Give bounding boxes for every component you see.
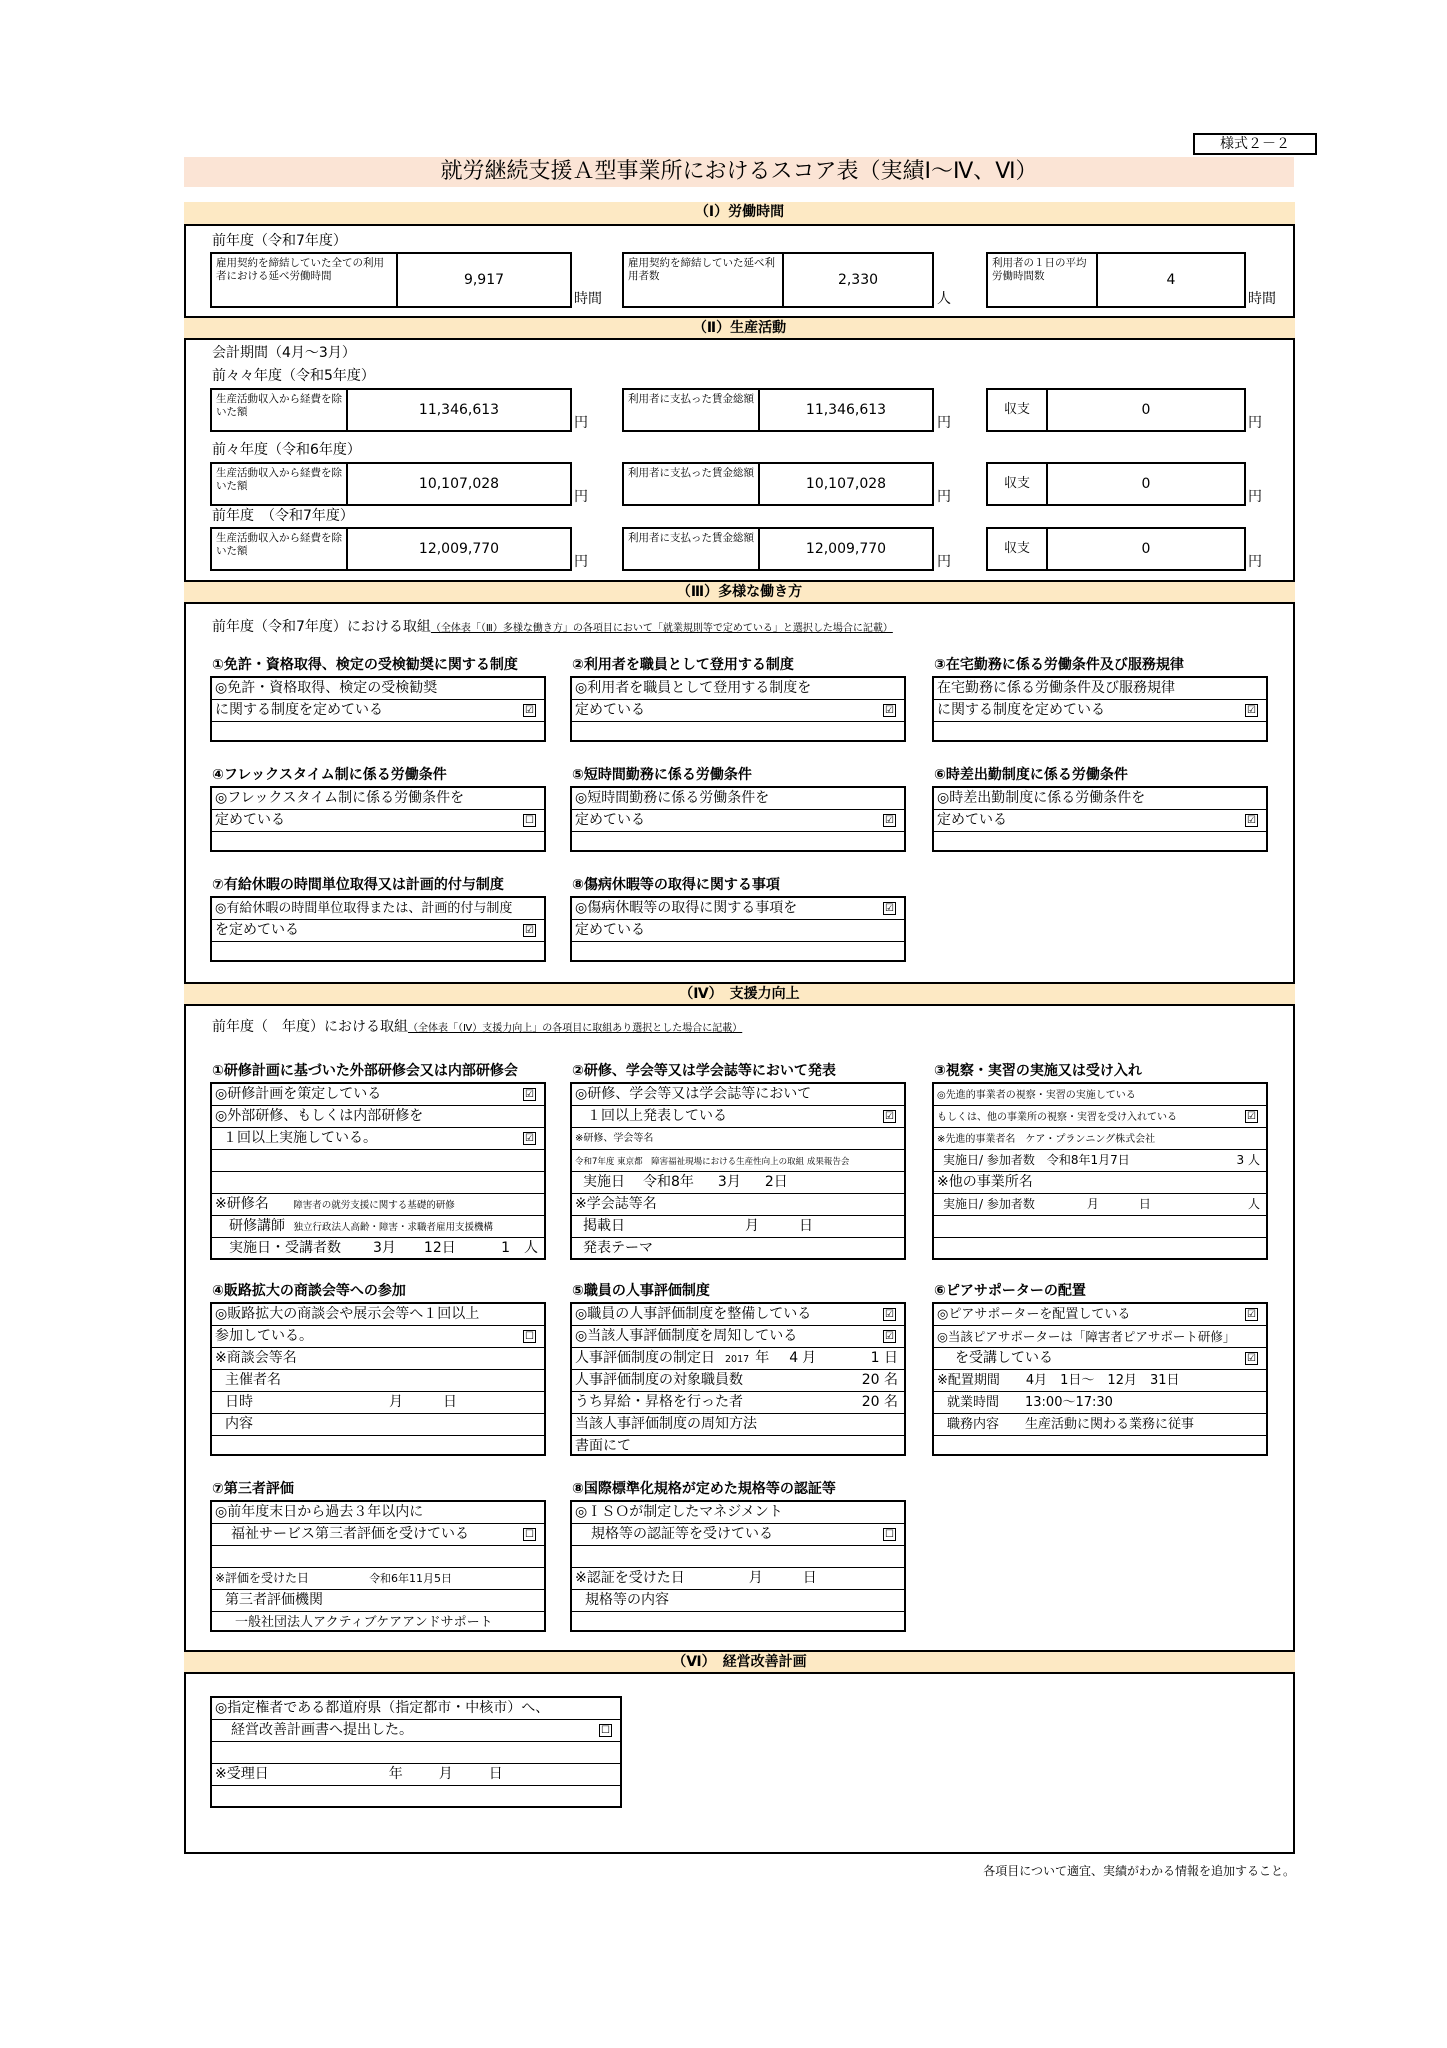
- s4-i3-r6-unit: 人: [1247, 1197, 1260, 1211]
- s4-i7-r3: ※評価を受けた日: [215, 1571, 310, 1585]
- s2-balance-value: 0: [1046, 464, 1244, 504]
- s4-i3-r3-row: [934, 1128, 1266, 1150]
- s2-income-box: [210, 388, 572, 432]
- s2-unit: 円: [1248, 415, 1262, 431]
- s4-i2-pub-row: [572, 1216, 904, 1238]
- s3-item-3-title: ③在宅勤務に係る労働条件及び服務規律: [934, 657, 1184, 673]
- blank-row: [212, 942, 544, 963]
- s4-lead: [212, 1018, 742, 1038]
- checkbox-icon[interactable]: ☑: [1245, 1352, 1258, 1365]
- s4-i3-r1: ◎先進的事業者の視察・実習の実施している: [937, 1090, 1136, 1101]
- s6-r3-row: [212, 1764, 620, 1786]
- s4-i3-r6d: 日: [1138, 1197, 1151, 1211]
- s6-r3d: 日: [488, 1766, 503, 1782]
- s4-i4-r5: 日時: [225, 1394, 253, 1410]
- s4-i2-r4-row: [572, 1150, 904, 1172]
- s2-balance-box: [986, 527, 1246, 571]
- s4-i1-name-label: ※研修名: [215, 1196, 269, 1212]
- s4-i3-r4n: 3: [1236, 1153, 1245, 1167]
- s4-i5-r4: 人事評価制度の対象職員数: [575, 1372, 743, 1388]
- s4-i3-r6: 実施日/ 参加者数: [943, 1197, 1035, 1211]
- s2-period: 会計期間（4月～3月）: [212, 345, 356, 361]
- s4-i4-r2-row: [212, 1326, 544, 1348]
- s2-income-value: 10,107,028: [346, 464, 570, 504]
- s4-i1-lecturer-row: [212, 1216, 544, 1238]
- s4-i1-date-label: 実施日・受講者数: [229, 1240, 341, 1256]
- s3-item-3-line1: 在宅勤務に係る労働条件及び服務規律: [934, 678, 1266, 700]
- s4-i2-date-era: 令和8年: [643, 1174, 694, 1190]
- s4-item-3-box: [932, 1082, 1268, 1260]
- checkbox-icon[interactable]: ☑: [883, 814, 896, 827]
- s2-income-label: 生産活動収入から経費を除いた額: [216, 532, 342, 557]
- s4-i2-date-row: [572, 1172, 904, 1194]
- s4-i2-pub-label: 掲載日: [583, 1218, 625, 1234]
- s4-i5-r3ml: 月: [802, 1350, 817, 1366]
- s3-item-6-line1: ◎時差出勤制度に係る労働条件を: [934, 788, 1266, 810]
- s3-item-7-line2: を定めている: [215, 922, 299, 938]
- s4-i4-r4: 主催者名: [225, 1372, 281, 1388]
- blank-row: [212, 1742, 620, 1764]
- s3-item-7-title: ⑦有給休暇の時間単位取得又は計画的付与制度: [212, 877, 504, 893]
- s1-box-1: [210, 252, 572, 308]
- s3-item-5-box: [570, 786, 906, 852]
- s4-i7-r5: 一般社団法人アクティブケアアンドサポート: [235, 1615, 493, 1630]
- s4-i7-r4-row: [212, 1590, 544, 1612]
- s1-box-2-label: 雇用契約を締結していた延べ利用者数: [628, 257, 775, 282]
- blank-row: [572, 1546, 904, 1568]
- checkbox-icon[interactable]: ☐: [523, 1528, 536, 1541]
- s6-r3m: 月: [438, 1766, 453, 1782]
- s4-i6-r4: ※配置期間 4月 1日～ 12月 31日: [934, 1370, 1266, 1392]
- s4-i1-r2: ◎外部研修、もしくは内部研修を: [212, 1106, 544, 1128]
- s1-box-2-value: 2,330: [782, 254, 932, 306]
- checkbox-icon[interactable]: ☐: [599, 1724, 612, 1737]
- s2-wages-label: 利用者に支払った賃金総額: [628, 467, 754, 479]
- footer-note: 各項目について適宜、実績がわかる情報を追加すること。: [983, 1864, 1295, 1878]
- s2-wages-value: 11,346,613: [758, 390, 932, 430]
- s4-i5-r7: 書面にて: [575, 1438, 631, 1454]
- s4-i5-r3-row: [572, 1348, 904, 1370]
- s6-r2-row: [212, 1720, 620, 1742]
- s3-item-6-title: ⑥時差出勤制度に係る労働条件: [934, 767, 1128, 783]
- s3-item-3-box: [932, 676, 1268, 742]
- s6-r1: ◎指定権者である都道府県（指定都市・中核市）へ、: [212, 1698, 620, 1720]
- s3-item-2-line2-row: [572, 700, 904, 722]
- blank-row: [212, 1436, 544, 1457]
- blank-row: [212, 1786, 620, 1807]
- s1-box-2-unit: 人: [937, 291, 951, 307]
- s3-item-1-line1: ◎免許・資格取得、検定の受検勧奨: [212, 678, 544, 700]
- s4-i3-unit: 人: [1247, 1153, 1260, 1167]
- s4-i3-r6-row: [934, 1194, 1266, 1216]
- s4-i7-r5-row: [212, 1612, 544, 1633]
- s2-balance-label: 収支: [1003, 402, 1030, 417]
- s4-item-2-box: [570, 1082, 906, 1260]
- blank-row: [934, 1216, 1266, 1238]
- checkbox-icon[interactable]: ☑: [883, 704, 896, 717]
- s3-item-7-line2-row: [212, 920, 544, 942]
- s6-box: [210, 1696, 622, 1808]
- s4-i2-r3: ※研修、学会等名: [572, 1128, 904, 1150]
- s4-i8-r3-row: [572, 1568, 904, 1590]
- s4-i6-r5: 就業時間 13:00～17:30: [947, 1395, 1113, 1410]
- blank-row: [934, 722, 1266, 743]
- s3-item-5-line2-row: [572, 810, 904, 832]
- blank-row: [572, 942, 904, 963]
- s4-i2-r4: 令和7年度 東京都 障害福祉現場における生産性向上の取組 成果報告会: [575, 1157, 850, 1167]
- s4-i5-r3dl: 日: [884, 1350, 898, 1366]
- s4-i5-r5n: 20: [861, 1394, 880, 1410]
- s3-lead: [212, 618, 893, 638]
- blank-row: [572, 1612, 904, 1633]
- s3-note: （全体表「（Ⅲ）多様な働き方」の各項目において「就業規則等で定めている」と選択した場合に記載）: [430, 623, 893, 634]
- s1-box-3-value: 4: [1096, 254, 1244, 306]
- s4-i4-r5m: 月: [389, 1394, 403, 1410]
- s4-i6-r5-row: [934, 1392, 1266, 1414]
- blank-row: [212, 722, 544, 743]
- checkbox-icon[interactable]: ☑: [1245, 814, 1258, 827]
- s4-i7-r1: ◎前年度末日から過去３年以内に: [212, 1502, 544, 1524]
- s2-income-box: [210, 462, 572, 506]
- s3-item-3-line2-row: [934, 700, 1266, 722]
- s4-item-1-title: ①研修計画に基づいた外部研修会又は内部研修会: [212, 1063, 518, 1079]
- s3-item-1-line2-row: [212, 700, 544, 722]
- s4-i1-count: 1: [501, 1240, 510, 1256]
- s3-item-1-line2: に関する制度を定めている: [215, 702, 383, 718]
- s4-i6-r2: ◎当該ピアサポーターは「障害者ピアサポート研修」: [934, 1326, 1266, 1348]
- checkbox-icon[interactable]: ☑: [523, 1088, 536, 1101]
- blank-row: [212, 1546, 544, 1568]
- s4-i6-r1: ◎ピアサポーターを配置している: [937, 1307, 1131, 1322]
- s3-item-1-title: ①免許・資格取得、検定の受検勧奨に関する制度: [212, 657, 518, 673]
- s4-i8-r4-row: [572, 1590, 904, 1612]
- s4-lead-text: 前年度（ 年度）における取組: [212, 1019, 408, 1035]
- s4-item-7-title: ⑦第三者評価: [212, 1481, 294, 1497]
- s4-i4-r2: 参加している。: [215, 1328, 313, 1344]
- s4-i4-r1: ◎販路拡大の商談会や展示会等へ１回以上: [212, 1304, 544, 1326]
- s4-i7-r3v: 令和6年11月5日: [369, 1572, 453, 1585]
- s6-r2: 経営改善計画書へ提出した。: [231, 1722, 413, 1738]
- s1-box-1-label: 雇用契約を締結していた全ての利用者における延べ労働時間: [216, 257, 384, 282]
- s4-i5-r5-row: [572, 1392, 904, 1414]
- blank-row: [212, 1172, 544, 1194]
- s4-i6-r6: 職務内容 生産活動に関わる業務に従事: [947, 1417, 1195, 1432]
- checkbox-icon[interactable]: ☐: [523, 814, 536, 827]
- s2-wages-value: 10,107,028: [758, 464, 932, 504]
- blank-row: [212, 832, 544, 853]
- s4-i6-r3: を受講している: [955, 1350, 1053, 1366]
- s4-i2-pub-month: 月: [745, 1218, 759, 1234]
- checkbox-icon[interactable]: ☑: [523, 924, 536, 937]
- s4-item-5-box: [570, 1302, 906, 1456]
- checkbox-icon[interactable]: ☑: [1245, 1308, 1258, 1321]
- s3-lead-text: 前年度（令和7年度）における取組: [212, 619, 431, 635]
- s4-i1-r1: ◎研修計画を策定している: [215, 1086, 382, 1102]
- s2-balance-value: 0: [1046, 390, 1244, 430]
- s4-i2-date-day: 2日: [764, 1174, 788, 1190]
- s4-i5-r2-row: [572, 1326, 904, 1348]
- s2-income-label: 生産活動収入から経費を除いた額: [216, 393, 342, 418]
- checkbox-icon[interactable]: ☑: [1245, 1110, 1258, 1123]
- s2-year-label: 前々々年度（令和5年度）: [212, 368, 375, 384]
- checkbox-icon[interactable]: ☑: [883, 902, 896, 915]
- s4-i5-r6: 当該人事評価制度の周知方法: [572, 1414, 904, 1436]
- s1-year-label: 前年度（令和7年度）: [212, 233, 347, 249]
- s3-item-2-box: [570, 676, 906, 742]
- s2-unit: 円: [937, 554, 951, 570]
- s3-item-5-line2: 定めている: [575, 812, 645, 828]
- s2-wages-box: [622, 388, 934, 432]
- s2-balance-box: [986, 388, 1246, 432]
- s4-i3-r3: ※先進的事業者名 ケア・プランニング株式会社: [937, 1134, 1156, 1145]
- s4-i1-date-month: 3月: [373, 1240, 396, 1256]
- s6-r3: ※受理日: [215, 1766, 269, 1782]
- s2-income-box: [210, 527, 572, 571]
- s3-item-6-box: [932, 786, 1268, 852]
- s4-i5-r4n: 20: [861, 1372, 880, 1388]
- s4-i5-r4-row: [572, 1370, 904, 1392]
- s4-i2-journal: ※学会誌等名: [572, 1194, 904, 1216]
- s4-i4-r3: ※商談会等名: [212, 1348, 544, 1370]
- s4-i5-r3yl: 年: [755, 1350, 770, 1366]
- s2-unit: 円: [574, 489, 588, 505]
- s4-i6-r3-row: [934, 1348, 1266, 1370]
- s3-item-2-title: ②利用者を職員として登用する制度: [572, 657, 794, 673]
- s2-unit: 円: [937, 489, 951, 505]
- s3-item-8-line1-row: [572, 898, 904, 920]
- s2-unit: 円: [937, 415, 951, 431]
- s4-i1-date-day: 12日: [423, 1240, 456, 1256]
- s4-i5-r3: 人事評価制度の制定日: [575, 1350, 715, 1366]
- s4-i1-r3: １回以上実施している。: [223, 1130, 377, 1146]
- s4-i3-r1-row: [934, 1084, 1266, 1106]
- s4-i1-name-value: 障害者の就労支援に関する基礎的研修: [293, 1200, 455, 1211]
- blank-row: [572, 832, 904, 853]
- s4-i3-r6m: 月: [1086, 1197, 1099, 1211]
- s3-item-4-line2-row: [212, 810, 544, 832]
- s4-i8-r3: ※認証を受けた日: [575, 1570, 685, 1586]
- s4-i2-r1: ◎研修、学会等又は学会誌等において: [572, 1084, 904, 1106]
- s4-i1-r1-row: [212, 1084, 544, 1106]
- s2-balance-label: 収支: [1003, 476, 1030, 491]
- section-2-header: （Ⅱ）生産活動: [184, 316, 1295, 340]
- s2-income-value: 11,346,613: [346, 390, 570, 430]
- s4-i7-r2: 福祉サービス第三者評価を受けている: [231, 1526, 469, 1542]
- s4-i8-r4: 規格等の内容: [585, 1592, 669, 1608]
- checkbox-icon[interactable]: ☑: [883, 1308, 896, 1321]
- s4-i2-theme-label: 発表テーマ: [583, 1240, 653, 1256]
- s3-item-4-line1: ◎フレックスタイム制に係る労働条件を: [212, 788, 544, 810]
- s3-item-1-box: [210, 676, 546, 742]
- form-id: 様式２－２: [1193, 133, 1317, 155]
- s4-i4-r6-row: [212, 1414, 544, 1436]
- s3-item-7-line1: ◎有給休暇の時間単位取得または、計画的付与制度: [212, 898, 544, 920]
- s3-item-2-line1: ◎利用者を職員として登用する制度を: [572, 678, 904, 700]
- s2-wages-label: 利用者に支払った賃金総額: [628, 532, 754, 544]
- s4-i1-lecturer-value: 独立行政法人高齢・障害・求職者雇用支援機構: [293, 1222, 493, 1233]
- s4-item-6-title: ⑥ピアサポーターの配置: [934, 1283, 1086, 1299]
- s2-balance-label: 収支: [1003, 541, 1030, 556]
- s3-item-6-line2-row: [934, 810, 1266, 832]
- s4-item-8-title: ⑧国際標準化規格が定めた規格等の認証等: [572, 1481, 836, 1497]
- section-3-header: （Ⅲ）多様な働き方: [184, 580, 1295, 604]
- blank-row: [934, 832, 1266, 853]
- section-1-header: （Ⅰ）労働時間: [184, 202, 1295, 226]
- checkbox-icon[interactable]: ☑: [523, 1132, 536, 1145]
- s3-item-5-line1: ◎短時間勤務に係る労働条件を: [572, 788, 904, 810]
- s4-i3-r4-row: [934, 1150, 1266, 1172]
- s4-i3-r2: もしくは、他の事業所の視察・実習を受け入れている: [937, 1112, 1177, 1123]
- s4-note: （全体表「（Ⅳ）支援力向上」の各項目に取組あり選択とした場合に記載）: [408, 1023, 743, 1034]
- s4-i4-r5-row: [212, 1392, 544, 1414]
- s2-income-value: 12,009,770: [346, 529, 570, 569]
- s4-i5-r4-unit: 名: [884, 1372, 898, 1388]
- s2-balance-value: 0: [1046, 529, 1244, 569]
- s4-i3-r5: ※他の事業所名: [934, 1172, 1266, 1194]
- s3-item-8-title: ⑧傷病休暇等の取得に関する事項: [572, 877, 780, 893]
- s4-i5-r3m: 4: [789, 1350, 799, 1366]
- s3-item-4-line2: 定めている: [215, 812, 285, 828]
- s4-i2-r2-row: [572, 1106, 904, 1128]
- s4-i7-r4: 第三者評価機関: [225, 1592, 323, 1608]
- s4-i2-date-month: 3月: [717, 1174, 741, 1190]
- s1-box-2: [622, 252, 934, 308]
- s4-i4-r5d: 日: [443, 1394, 457, 1410]
- s3-item-8-box: [570, 896, 906, 962]
- s4-i3-r2-row: [934, 1106, 1266, 1128]
- s4-item-5-title: ⑤職員の人事評価制度: [572, 1283, 710, 1299]
- s2-unit: 円: [574, 554, 588, 570]
- checkbox-icon[interactable]: ☑: [883, 1110, 896, 1123]
- s4-i5-r5-unit: 名: [884, 1394, 898, 1410]
- s4-i6-r1-row: [934, 1304, 1266, 1326]
- s4-i6-r6-row: [934, 1414, 1266, 1436]
- s4-i1-r3-row: [212, 1128, 544, 1150]
- checkbox-icon[interactable]: ☑: [883, 1330, 896, 1343]
- s4-i7-r2-row: [212, 1524, 544, 1546]
- s2-unit: 円: [1248, 554, 1262, 570]
- s1-box-3: [986, 252, 1246, 308]
- s4-item-3-title: ③視察・実習の実施又は受け入れ: [934, 1063, 1142, 1079]
- s6-r3y: 年: [388, 1766, 403, 1782]
- s4-i3-r4: 実施日/ 参加者数 令和8年1月7日: [943, 1153, 1130, 1167]
- s4-i2-pub-day: 日: [799, 1218, 813, 1234]
- s4-i5-r5: うち昇給・昇格を行った者: [575, 1394, 743, 1410]
- s3-item-7-box: [210, 896, 546, 962]
- s2-wages-box: [622, 462, 934, 506]
- s2-year-label: 前々年度（令和6年度）: [212, 442, 361, 458]
- s1-box-3-unit: 時間: [1248, 291, 1276, 307]
- s4-i2-r2: １回以上発表している: [587, 1108, 727, 1124]
- s3-item-4-title: ④フレックスタイム制に係る労働条件: [212, 767, 447, 783]
- s3-item-8-line1: ◎傷病休暇等の取得に関する事項を: [575, 900, 798, 916]
- s2-year-label: 前年度 （令和7年度）: [212, 508, 354, 524]
- s4-item-8-box: [570, 1500, 906, 1632]
- s1-box-1-unit: 時間: [574, 291, 602, 307]
- s3-item-5-title: ⑤短時間勤務に係る労働条件: [572, 767, 752, 783]
- s1-box-3-label: 利用者の１日の平均労働時間数: [992, 257, 1087, 282]
- blank-row: [212, 1150, 544, 1172]
- checkbox-icon[interactable]: ☐: [523, 1330, 536, 1343]
- s2-unit: 円: [1248, 489, 1262, 505]
- checkbox-icon[interactable]: ☑: [1245, 704, 1258, 717]
- page-title: 就労継続支援Ａ型事業所におけるスコア表（実績Ⅰ～Ⅳ、Ⅵ）: [184, 157, 1294, 187]
- s4-i1-name-row: [212, 1194, 544, 1216]
- s4-i8-r2: 規格等の認証等を受けている: [591, 1526, 773, 1542]
- s3-item-3-line2: に関する制度を定めている: [937, 702, 1105, 718]
- s3-item-6-line2: 定めている: [937, 812, 1007, 828]
- blank-row: [934, 1238, 1266, 1259]
- s4-i5-r1: ◎職員の人事評価制度を整備している: [575, 1306, 812, 1322]
- s4-item-2-title: ②研修、学会等又は学会誌等において発表: [572, 1063, 836, 1079]
- section-4-header: （Ⅳ） 支援力向上: [184, 982, 1295, 1006]
- s4-i5-r2: ◎当該人事評価制度を周知している: [575, 1328, 798, 1344]
- s4-item-7-box: [210, 1500, 546, 1632]
- s3-item-8-line2: 定めている: [572, 920, 904, 942]
- s4-i5-r3y: 2017: [725, 1354, 750, 1365]
- s2-wages-box: [622, 527, 934, 571]
- s4-i5-r3d: 1: [870, 1350, 880, 1366]
- checkbox-icon[interactable]: ☐: [883, 1528, 896, 1541]
- s4-item-4-title: ④販路拡大の商談会等への参加: [212, 1283, 406, 1299]
- s4-i2-date-label: 実施日: [583, 1174, 625, 1190]
- checkbox-icon[interactable]: ☑: [523, 704, 536, 717]
- blank-row: [572, 722, 904, 743]
- s4-i4-r6: 内容: [225, 1416, 253, 1432]
- section-6-header: （Ⅵ） 経営改善計画: [184, 1650, 1295, 1674]
- s2-income-label: 生産活動収入から経費を除いた額: [216, 467, 342, 492]
- s3-item-2-line2: 定めている: [575, 702, 645, 718]
- s2-balance-box: [986, 462, 1246, 506]
- s4-i1-date-row: [212, 1238, 544, 1259]
- s4-item-6-box: [932, 1302, 1268, 1456]
- s2-wages-value: 12,009,770: [758, 529, 932, 569]
- s4-item-1-box: [210, 1082, 546, 1260]
- s4-i8-r3m: 月: [748, 1570, 763, 1586]
- s4-i7-r3-row: [212, 1568, 544, 1590]
- s1-box-1-value: 9,917: [396, 254, 570, 306]
- s3-item-4-box: [210, 786, 546, 852]
- s4-i8-r2-row: [572, 1524, 904, 1546]
- s4-i8-r1: ◎ＩＳＯが制定したマネジメント: [572, 1502, 904, 1524]
- s4-i4-r4-row: [212, 1370, 544, 1392]
- s2-unit: 円: [574, 415, 588, 431]
- s4-item-4-box: [210, 1302, 546, 1456]
- blank-row: [934, 1436, 1266, 1457]
- s4-i2-theme-row: [572, 1238, 904, 1259]
- s4-i1-count-unit: 人: [524, 1240, 538, 1256]
- s4-i8-r3d: 日: [802, 1570, 817, 1586]
- s4-i1-lecturer-label: 研修講師: [229, 1218, 285, 1234]
- s2-wages-label: 利用者に支払った賃金総額: [628, 393, 754, 405]
- s4-i5-r1-row: [572, 1304, 904, 1326]
